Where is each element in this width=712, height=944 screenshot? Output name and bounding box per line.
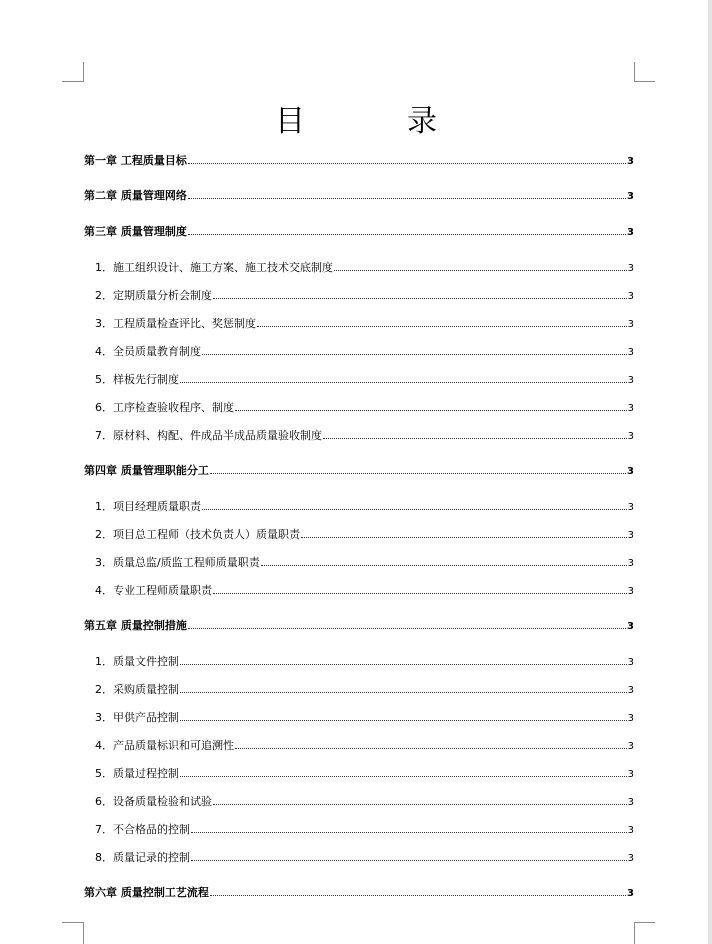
toc-dot-leader [213,289,627,299]
toc-dot-leader [191,823,627,833]
toc-entry-label: 第五章 质量控制措施 [84,619,187,632]
toc-page-number: 3 [627,227,634,238]
toc-section-entry[interactable] [95,429,634,444]
toc-page-number: 3 [627,853,634,864]
toc-dot-leader [202,345,627,355]
toc-dot-leader [235,739,627,749]
toc-dot-leader [188,189,626,199]
toc-dot-leader [334,261,627,271]
toc-dot-leader [235,401,627,411]
toc-page-number: 3 [627,657,634,668]
toc-title: 目 录 [275,104,473,139]
toc-chapter-entry[interactable] [84,619,634,634]
toc-section-entry[interactable] [95,739,634,754]
toc-dot-leader [180,373,627,383]
toc-dot-leader [191,851,627,861]
toc-dot-leader [323,429,627,439]
toc-dot-leader [188,225,626,235]
toc-section-entry[interactable] [95,683,634,698]
toc-entry-label: 5．质量过程控制 [95,767,179,780]
toc-entry-label: 1．质量文件控制 [95,655,179,668]
toc-entry-label: 3．质量总监/质监工程师质量职责 [95,556,260,569]
toc-entry-label: 7．不合格品的控制 [95,823,190,836]
toc-entry-label: 第四章 质量管理职能分工 [84,464,209,477]
toc-dot-leader [180,767,627,777]
toc-section-entry[interactable] [95,401,634,416]
toc-page-number: 3 [627,403,634,414]
crop-mark-bottom-right-horizontal [634,922,655,923]
toc-dot-leader [257,317,627,327]
toc-section-entry[interactable] [95,823,634,838]
toc-page-number: 3 [627,347,634,358]
toc-page-number: 3 [627,291,634,302]
toc-section-entry[interactable] [95,767,634,782]
toc-entry-label: 4．全员质量教育制度 [95,345,201,358]
toc-page-number: 3 [627,191,634,202]
toc-dot-leader [301,528,627,538]
toc-chapter-entry[interactable] [84,225,634,240]
toc-section-entry[interactable] [95,373,634,388]
toc-page-number: 3 [627,797,634,808]
toc-entry-label: 第三章 质量管理制度 [84,225,187,238]
toc-entry-label: 3．工程质量检查评比、奖惩制度 [95,317,256,330]
toc-chapter-entry[interactable] [84,886,634,901]
toc-page-number: 3 [627,586,634,597]
toc-dot-leader [261,556,627,566]
toc-chapter-entry[interactable] [84,189,634,204]
toc-section-entry[interactable] [95,317,634,332]
toc-page-number: 3 [627,502,634,513]
toc-page-number: 3 [627,685,634,696]
toc-dot-leader [180,683,627,693]
toc-chapter-entry[interactable] [84,154,634,169]
toc-page-number: 3 [627,713,634,724]
toc-entry-label: 7．原材料、构配、件成品半成品质量验收制度 [95,429,322,442]
crop-mark-top-right-vertical [634,62,635,82]
toc-page-number: 3 [627,621,634,632]
toc-entry-label: 1．项目经理质量职责 [95,500,201,513]
toc-entry-label: 第六章 质量控制工艺流程 [84,886,209,899]
toc-entry-label: 第一章 工程质量目标 [84,154,187,167]
toc-section-entry[interactable] [95,851,634,866]
toc-section-entry[interactable] [95,289,634,304]
toc-page-number: 3 [627,888,634,899]
toc-entry-label: 6．设备质量检验和试验 [95,795,212,808]
toc-page-number: 3 [627,156,634,167]
toc-section-entry[interactable] [95,345,634,360]
toc-entry-label: 8．质量记录的控制 [95,851,190,864]
toc-section-entry[interactable] [95,528,634,543]
toc-page-number: 3 [627,558,634,569]
toc-page-number: 3 [627,375,634,386]
toc-page-number: 3 [627,741,634,752]
toc-dot-leader [188,154,626,164]
toc-dot-leader [210,886,626,896]
toc-page-number: 3 [627,431,634,442]
toc-entry-label: 2．项目总工程师（技术负责人）质量职责 [95,528,300,541]
toc-dot-leader [188,619,626,629]
crop-mark-top-right-horizontal [634,81,655,82]
toc-chapter-entry[interactable] [84,464,634,479]
crop-mark-top-left-horizontal [62,81,83,82]
toc-dot-leader [180,711,627,721]
toc-page-number: 3 [627,769,634,780]
toc-entry-label: 第二章 质量管理网络 [84,189,187,202]
toc-dot-leader [213,584,627,594]
toc-section-entry[interactable] [95,500,634,515]
crop-mark-bottom-right-vertical [634,922,635,944]
toc-entry-label: 2．采购质量控制 [95,683,179,696]
toc-entry-label: 4．专业工程师质量职责 [95,584,212,597]
crop-mark-bottom-left-vertical [83,922,84,944]
toc-dot-leader [180,655,627,665]
toc-section-entry[interactable] [95,584,634,599]
toc-entry-label: 4．产品质量标识和可追溯性 [95,739,234,752]
toc-section-entry[interactable] [95,556,634,571]
toc-entry-label: 5．样板先行制度 [95,373,179,386]
toc-entry-label: 3．甲供产品控制 [95,711,179,724]
toc-page-number: 3 [627,319,634,330]
toc-section-entry[interactable] [95,261,634,276]
toc-dot-leader [213,795,627,805]
toc-page-number: 3 [627,263,634,274]
crop-mark-top-left-vertical [83,62,84,82]
toc-section-entry[interactable] [95,795,634,810]
toc-page-number: 3 [627,530,634,541]
toc-section-entry[interactable] [95,655,634,670]
toc-entry-label: 2．定期质量分析会制度 [95,289,212,302]
toc-page-number: 3 [627,825,634,836]
toc-page-number: 3 [627,466,634,477]
toc-entry-label: 6．工序检查验收程序、制度 [95,401,234,414]
crop-mark-bottom-left-horizontal [62,922,83,923]
toc-entry-label: 1．施工组织设计、施工方案、施工技术交底制度 [95,261,333,274]
toc-dot-leader [202,500,627,510]
toc-dot-leader [210,464,626,474]
toc-section-entry[interactable] [95,711,634,726]
